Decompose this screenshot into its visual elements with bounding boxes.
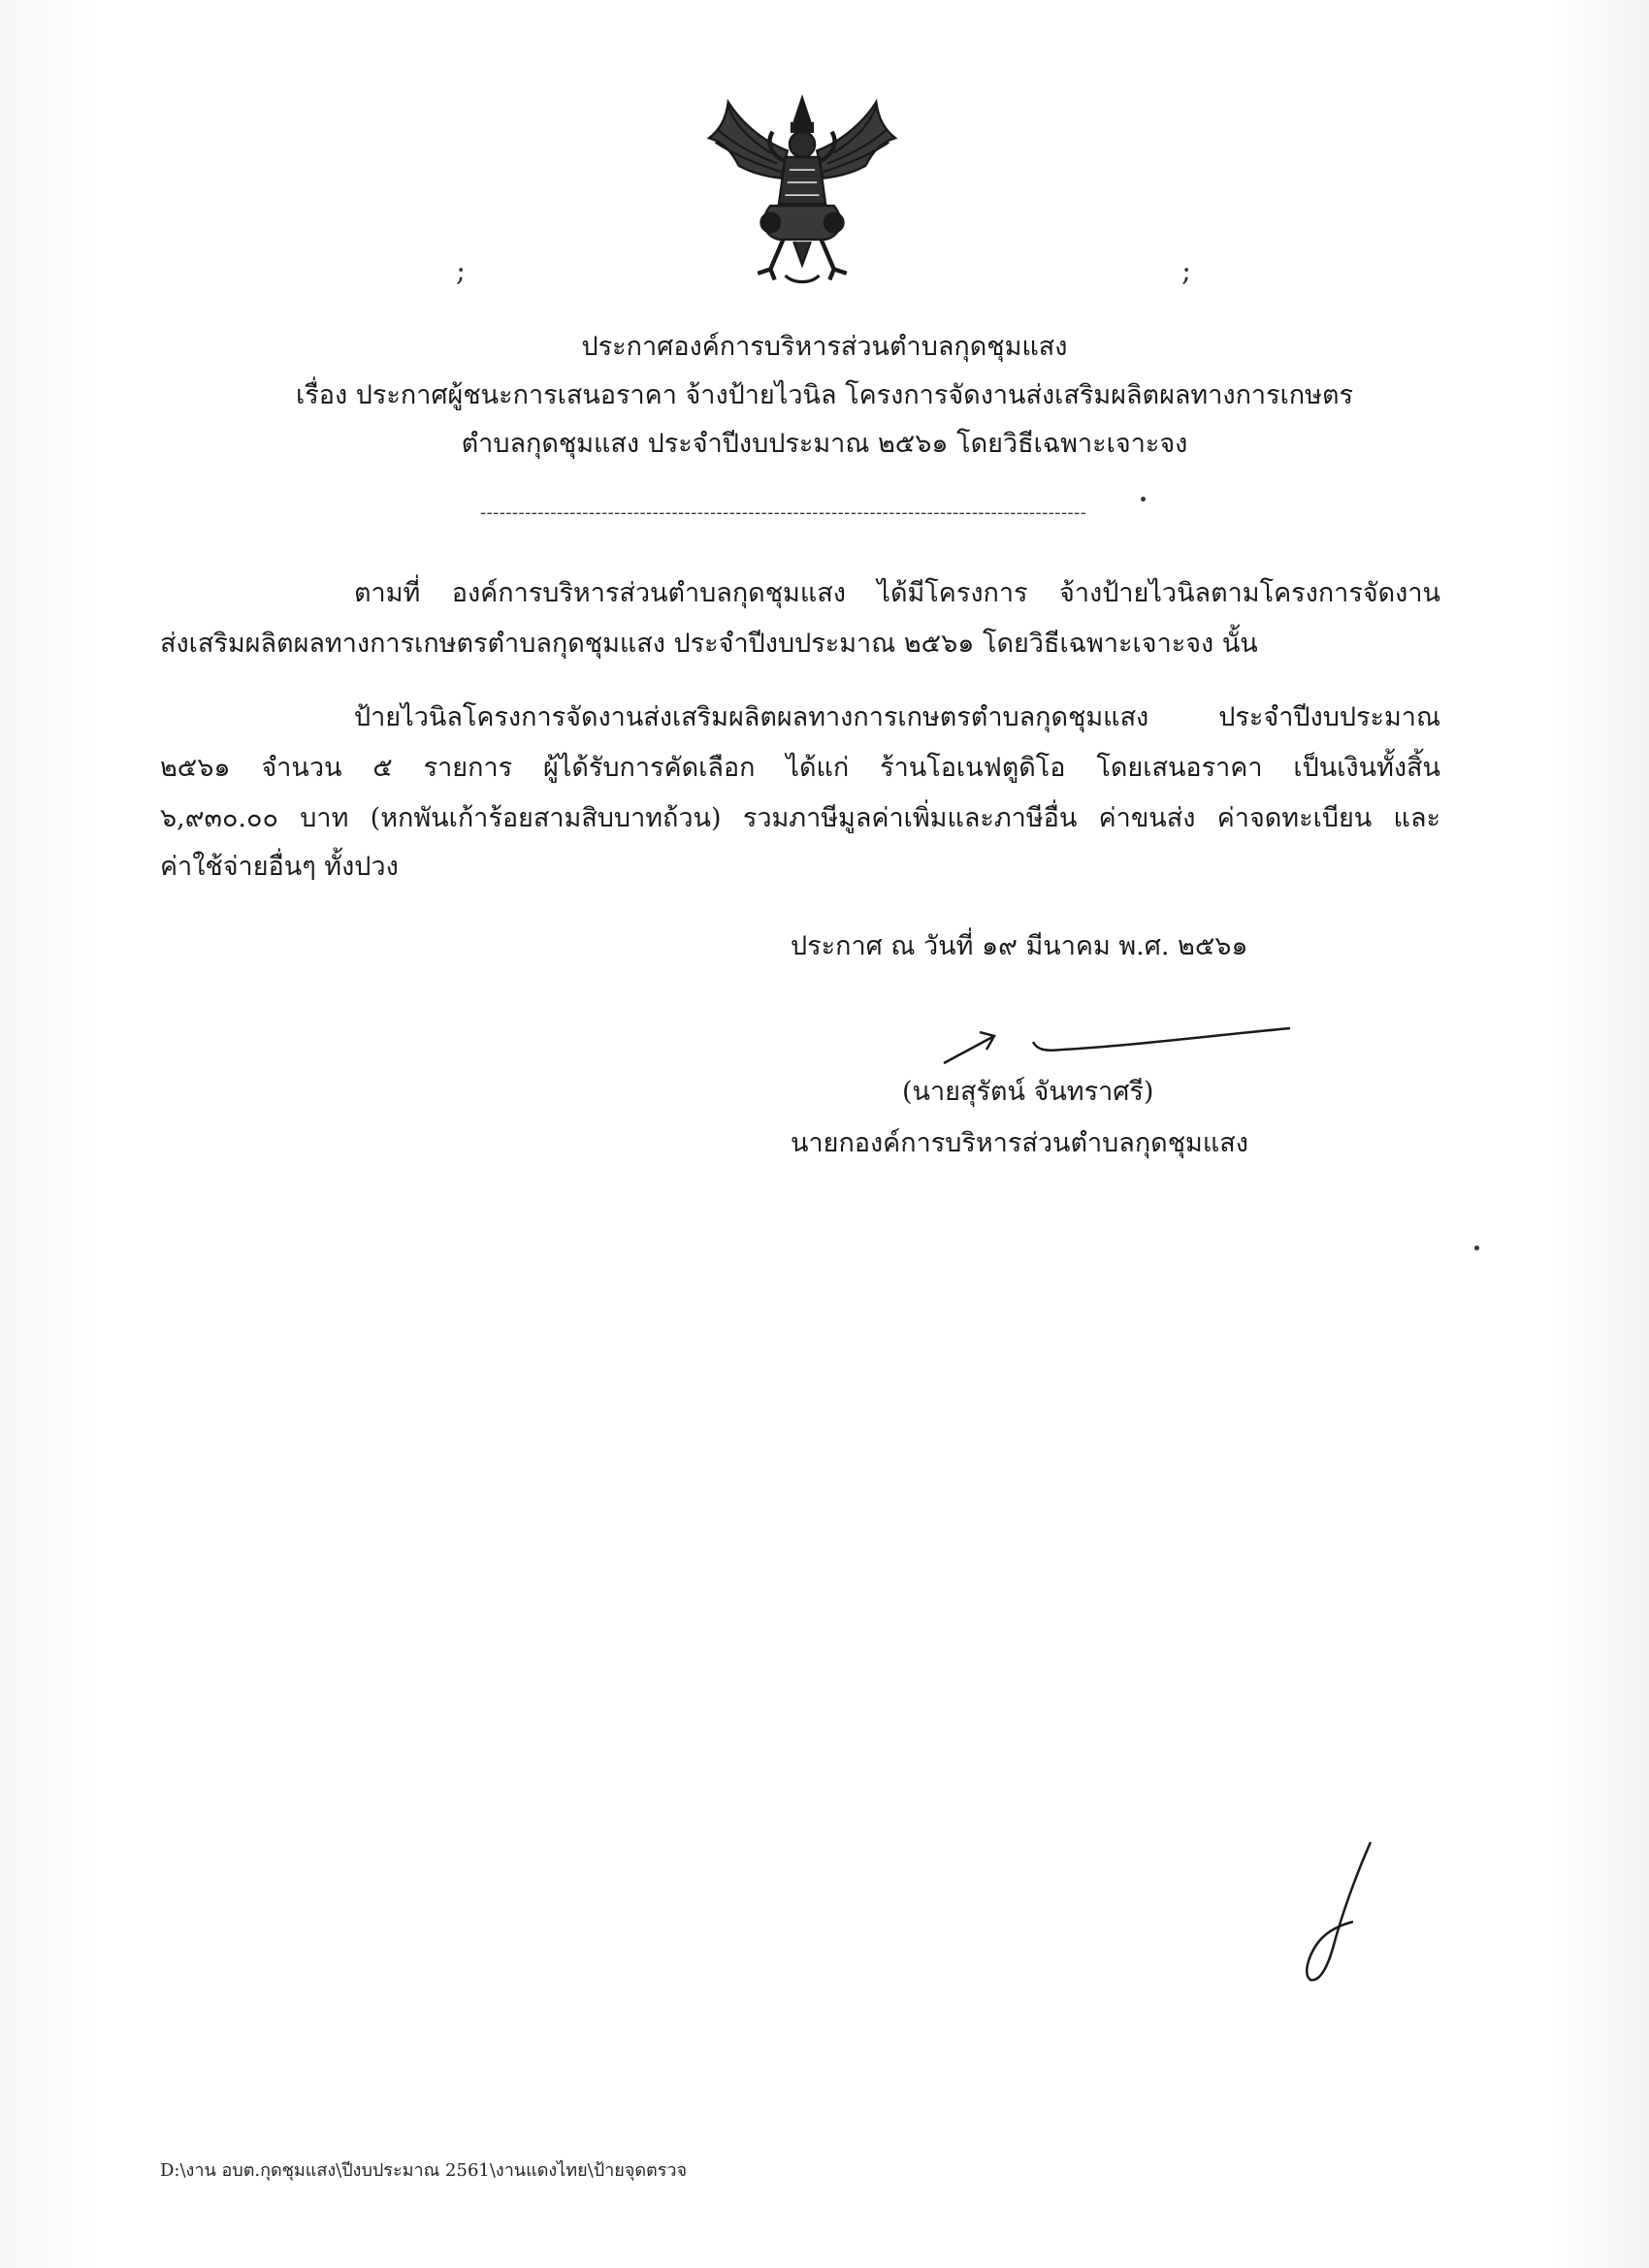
handwritten-signature	[936, 1017, 1295, 1065]
announcement-subject-line2: ตำบลกุดชุมแสง ประจำปีงบประมาณ ๒๕๖๑ โดยวิธีเฉพาะเจาะจง	[461, 429, 1188, 459]
scan-speck	[1141, 497, 1146, 502]
footer-file-path: D:\งาน อบต.กุดชุมแสง\ปีงบประมาณ 2561\งานแดงไทย\ป้ายจุดตรวจ	[160, 2160, 688, 2181]
paragraph2-line4: ค่าใช้จ่ายอื่นๆ ทั้งปวง	[160, 852, 399, 882]
paragraph2-line3: ๖,๙๓๐.๐๐ บาท (หกพันเก้าร้อยสามสิบบาทถ้วน) รวมภาษีมูลค่าเพิ่มและภาษีอื่น ค่าขนส่ง ค่าจดทะเบียน และ	[160, 803, 1440, 833]
signatory-name: (นายสุรัตน์ จันทราศรี)	[902, 1077, 1154, 1107]
paragraph2-line1: ป้ายไวนิลโครงการจัดงานส่งเสริมผลิตผลทางการเกษตรตำบลกุดชุมแสง ประจำปีงบประมาณ	[354, 702, 1440, 732]
announcement-title: ประกาศองค์การบริหารส่วนตำบลกุดชุมแสง	[581, 332, 1068, 362]
paragraph1-line1: ตามที่ องค์การบริหารส่วนตำบลกุดชุมแสง ได้มีโครงการ จ้างป้ายไวนิลตามโครงการจัดงาน	[354, 578, 1440, 608]
announcement-date: ประกาศ ณ วันที่ ๑๙ มีนาคม พ.ศ. ๒๕๖๑	[791, 931, 1248, 961]
garuda-emblem-icon	[696, 87, 908, 299]
scan-speck	[1474, 1246, 1479, 1250]
paragraph1-line2: ส่งเสริมผลิตผลทางการเกษตรตำบลกุดชุมแสง ประจำปีงบประมาณ ๒๕๖๑ โดยวิธีเฉพาะเจาะจง นั้น	[160, 629, 1258, 659]
announcement-subject-line1: เรื่อง ประกาศผู้ชนะการเสนอราคา จ้างป้ายไวนิล โครงการจัดงานส่งเสริมผลิตผลทางการเกษตร	[296, 380, 1353, 410]
handwritten-initials	[1295, 1838, 1382, 1984]
header-separator: -----------------------------------------------------------------------------------------------	[480, 502, 1087, 523]
margin-tick-left: ;	[456, 254, 467, 288]
paragraph2-line2: ๒๕๖๑ จำนวน ๕ รายการ ผู้ได้รับการคัดเลือก ได้แก่ ร้านโอเนฟตูดิโอ โดยเสนอราคา เป็นเงินทั้งสิ้น	[160, 753, 1440, 783]
signatory-title: นายกองค์การบริหารส่วนตำบลกุดชุมแสง	[791, 1128, 1248, 1158]
margin-tick-right: ;	[1181, 254, 1192, 288]
